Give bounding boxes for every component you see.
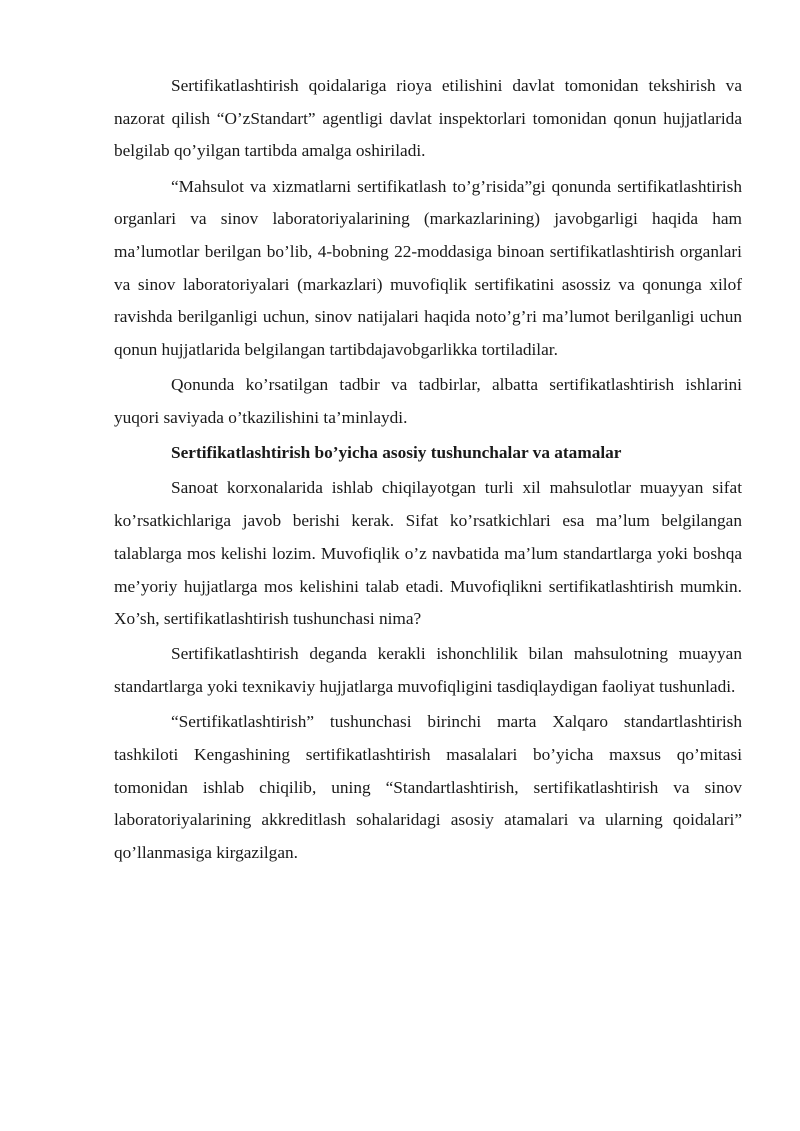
paragraph-law-responsibility: “Mahsulot va xizmatlarni sertifikatlash to’g’risida”gi qonunda sertifikatlashtirish organlari va sinov laboratoriyalarining (markazlarining) javobgarligi haqida ham ma’lumotlar berilgan bo’lib, 4-bobning 22-moddasiga binoan sertifikatlashtirish organlari va sinov laboratoriyalari (markazlari) muvofiqlik sertifikatini asossiz va qonunga xilof ravishda berilganligi uchun, sinov natijalari haqida noto’g’ri ma’lumot berilganligi uchun qonun hujjatlarida belgilangan tartibdajavobgarlikka tortiladilar.	[114, 176, 742, 360]
paragraph-law-measures: Qonunda ko’rsatilgan tadbir va tadbirlar, albatta sertifikatlashtirish ishlarini yuqori saviyada o’tkazilishini ta’minlaydi.	[114, 375, 742, 428]
document-page	[114, 70, 742, 872]
section-heading: Sertifikatlashtirish bo’yicha asosiy tushunchalar va atamalar	[171, 443, 622, 463]
paragraph-term-origin: “Sertifikatlashtirish” tushunchasi birinchi marta Xalqaro standartlashtirish tashkiloti Kengashining sertifikatlashtirish masalalari bo’yicha maxsus qo’mitasi tomonidan ishlab chiqilib, uning “Standartlashtirish, sertifikatlashtirish va sinov laboratoriyalarining akkreditlash sohalaridagi asosiy atamalari va ularning qoidalari” qo’llanmasiga kirgazilgan.	[114, 712, 742, 863]
paragraph-conformity: Sanoat korxonalarida ishlab chiqilayotgan turli xil mahsulotlar muayyan sifat ko’rsatkichlariga javob berishi kerak. Sifat ko’rsatkichlari esa ma’lum belgilangan talablarga mos kelishi lozim. Muvofiqlik o’z navbatida ma’lum standartlarga yoki boshqa me’yoriy hujjatlarga mos kelishini talab etadi. Muvofiqlikni sertifikatlashtirish mumkin. Xo’sh, sertifikatlashtirish tushunchasi nima?	[114, 478, 742, 629]
paragraph-certification-definition: Sertifikatlashtirish deganda kerakli ishonchlilik bilan mahsulotning muayyan standartlarga yoki texnikaviy hujjatlarga muvofiqligini tasdiqlaydigan faoliyat tushunladi.	[114, 644, 742, 697]
paragraph-state-inspection: Sertifikatlashtirish qoidalariga rioya etilishini davlat tomonidan tekshirish va nazorat qilish “O’zStandart” agentligi davlat inspektorlari tomonidan qonun hujjatlarida belgilab qo’yilgan tartibda amalga oshiriladi.	[114, 76, 742, 161]
